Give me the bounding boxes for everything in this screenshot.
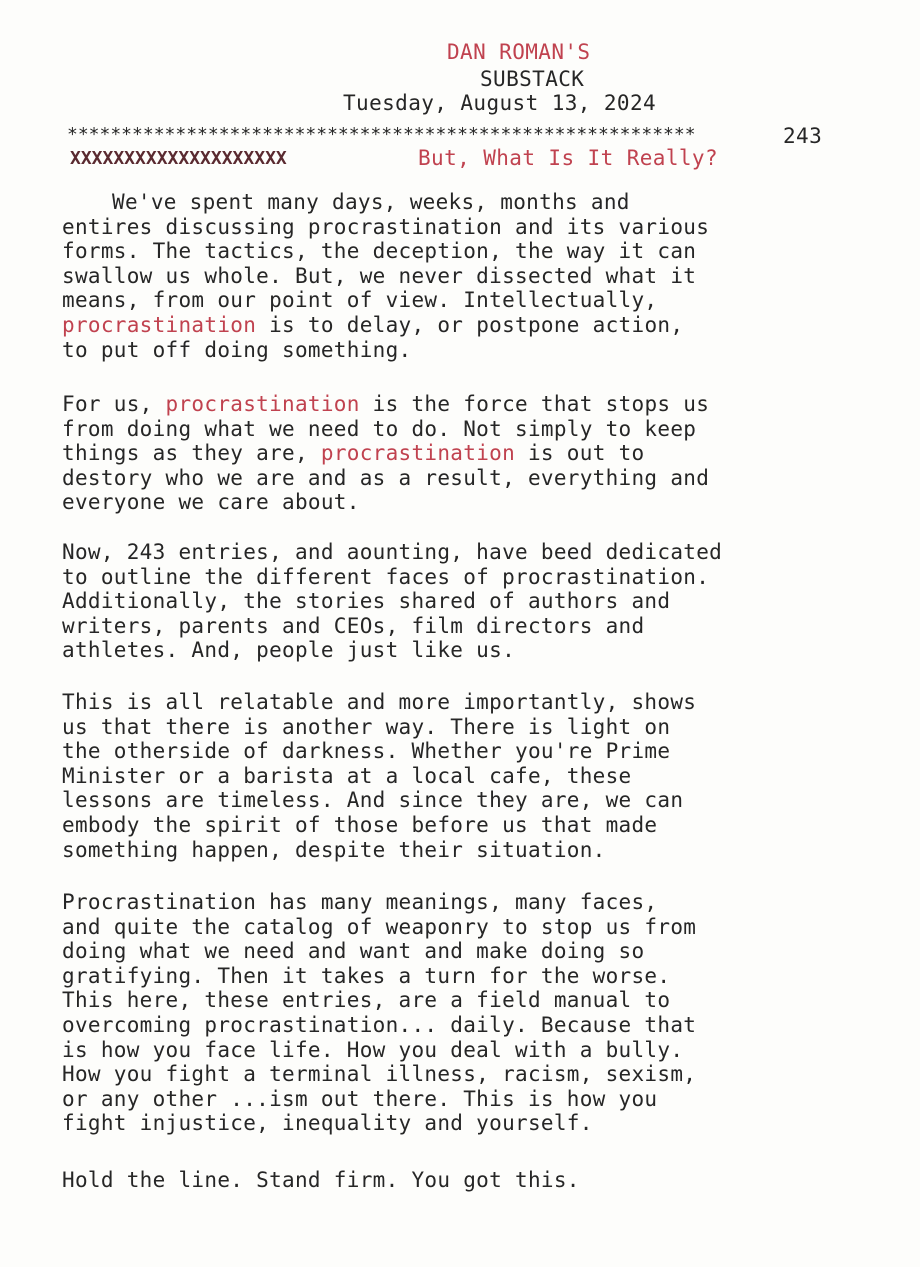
- body-line: This here, these entries, are a field manual to: [62, 988, 671, 1013]
- body-line: doing what we need and want and make doing so: [62, 939, 645, 964]
- struck-out-text: XXXXXXXXXXXXXXXXXXXX: [70, 148, 287, 169]
- body-line-start: things as they are,: [62, 441, 321, 466]
- body-line: [62, 313, 852, 338]
- body-line: How you fight a terminal illness, racism, sexism,: [62, 1062, 697, 1087]
- body-line: gratifying. Then it takes a turn for the worse.: [62, 963, 671, 988]
- asterisk-rule: **********************************************************: [67, 124, 696, 145]
- body-line-rest: is out to: [515, 441, 645, 466]
- highlighted-word: procrastination: [165, 392, 360, 416]
- body-line: swallow us whole. But, we never dissected what it: [62, 263, 697, 288]
- body-line: to put off doing something.: [62, 337, 412, 362]
- paragraph-4: [62, 690, 852, 862]
- body-line: Hold the line. Stand firm. You got this.: [62, 1168, 580, 1192]
- paragraph-3: [62, 540, 852, 663]
- post-title: But, What Is It Really?: [418, 146, 718, 170]
- paragraph-5: [62, 890, 852, 1136]
- body-line: the otherside of darkness. Whether you're Prime: [62, 739, 671, 764]
- paragraph-2: [62, 392, 852, 515]
- body-line: writers, parents and CEOs, film directors and: [62, 613, 645, 638]
- body-line: forms. The tactics, the deception, the way it can: [62, 239, 697, 264]
- body-line: We've spent many days, weeks, months and: [112, 190, 630, 214]
- body-line: athletes. And, people just like us.: [62, 638, 516, 663]
- body-line: Minister or a barista at a local cafe, these: [62, 763, 632, 788]
- body-line: Procrastination has many meanings, many faces,: [62, 890, 658, 914]
- body-line: is how you face life. How you deal with a bully.: [62, 1037, 684, 1062]
- body-line: Now, 243 entries, and aounting, have beed dedicated: [62, 540, 723, 564]
- body-line: something happen, despite their situation.: [62, 837, 606, 862]
- body-line: overcoming procrastination... daily. Because that: [62, 1012, 697, 1037]
- body-line: entires discussing procrastination and its various: [62, 214, 710, 239]
- entry-number: 243: [783, 124, 823, 148]
- body-line: us that there is another way. There is light on: [62, 714, 671, 739]
- body-line: means, from our point of view. Intellectually,: [62, 288, 658, 313]
- body-line: fight injustice, inequality and yourself.: [62, 1111, 593, 1136]
- body-line: and quite the catalog of weaponry to stop us from: [62, 914, 697, 939]
- body-line: [62, 392, 852, 417]
- author-name: DAN ROMAN'S: [447, 40, 591, 64]
- highlighted-word: procrastination: [62, 312, 257, 337]
- body-line: [62, 441, 852, 466]
- body-line: Additionally, the stories shared of authors and: [62, 589, 671, 614]
- body-line: from doing what we need to do. Not simply to keep: [62, 416, 697, 441]
- body-line: This is all relatable and more importantly, shows: [62, 690, 697, 714]
- body-line: embody the spirit of those before us that made: [62, 812, 658, 837]
- body-line: destory who we are and as a result, everything and: [62, 465, 710, 490]
- closing-line: [62, 1168, 852, 1193]
- paragraph-1: [62, 190, 852, 362]
- body-line: to outline the different faces of procrastination.: [62, 564, 710, 589]
- body-line-rest: is to delay, or postpone action,: [256, 312, 684, 337]
- body-line: or any other ...ism out there. This is how you: [62, 1086, 658, 1111]
- publication-name: SUBSTACK: [480, 67, 585, 91]
- highlighted-word: procrastination: [320, 441, 516, 466]
- body-line-rest: is the force that stops us: [359, 392, 710, 416]
- post-date: Tuesday, August 13, 2024: [343, 91, 657, 115]
- body-line: everyone we care about.: [62, 490, 360, 515]
- body-line-start: For us,: [62, 392, 166, 416]
- body-line: lessons are timeless. And since they are, we can: [62, 788, 684, 813]
